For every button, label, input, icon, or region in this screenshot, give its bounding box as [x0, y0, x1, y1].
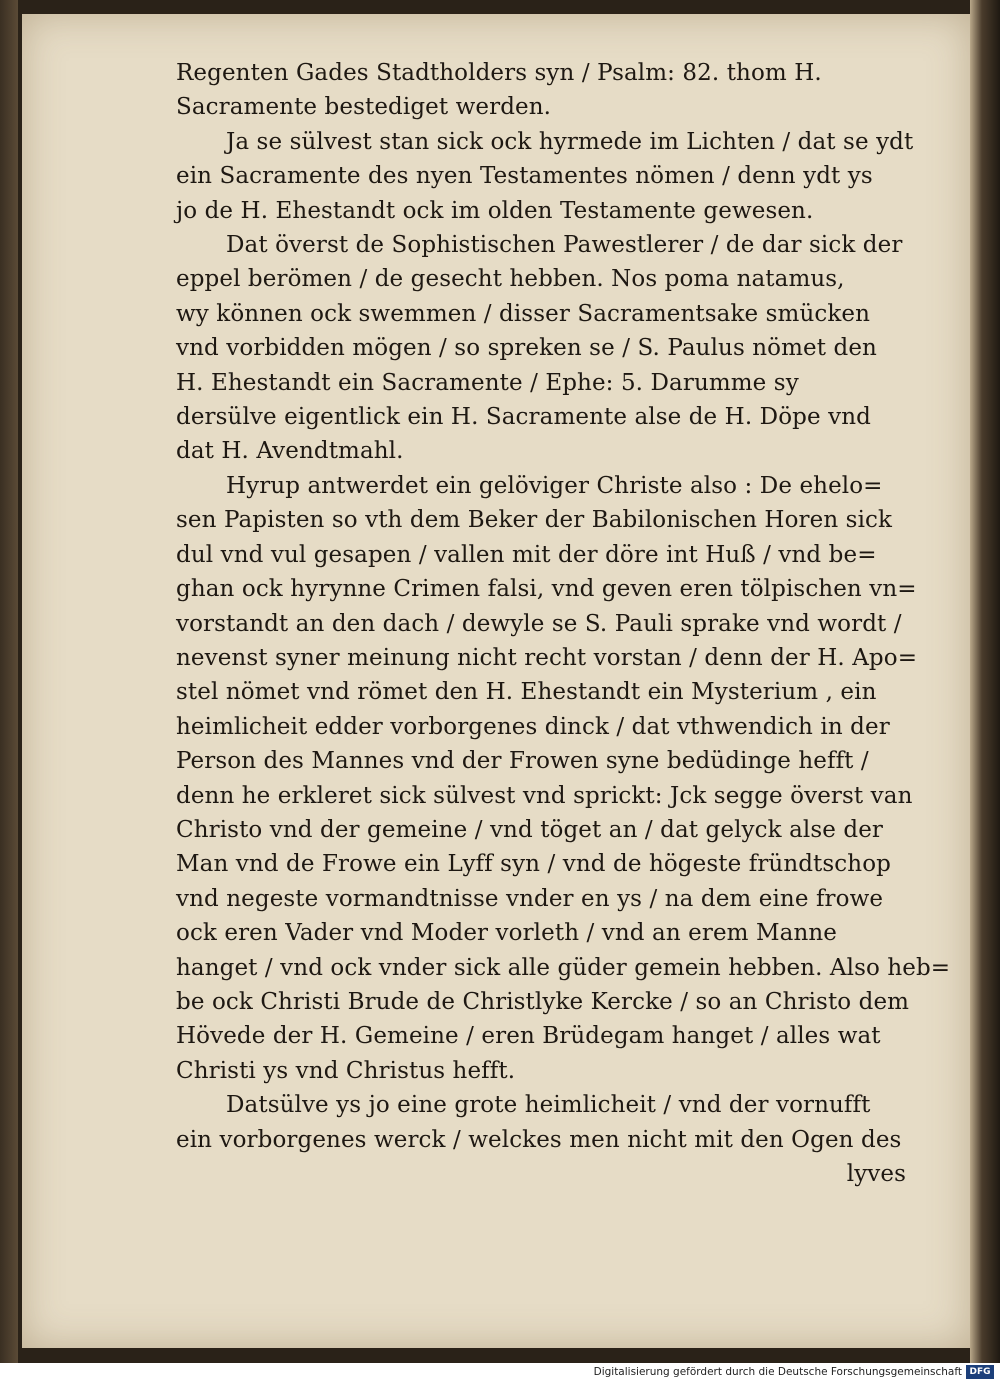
text-line: Sacramente bestediget werden. — [176, 94, 552, 121]
text-line: heimlicheit edder vorborgenes dinck / dat vthwendich in der — [176, 713, 890, 740]
text-line: ock eren Vader vnd Moder vorleth / vnd an erem Manne — [176, 920, 837, 947]
text-line: H. Ehestandt ein Sacramente / Ephe: 5. Darumme sy — [176, 369, 799, 396]
text-line: hanget / vnd ock vnder sick alle güder gemein hebben. Also heb= — [176, 954, 951, 981]
text-line: eppel berömen / de gesecht hebben. Nos poma natamus, — [176, 266, 845, 293]
text-line: vorstandt an den dach / dewyle se S. Pauli sprake vnd wordt / — [176, 610, 902, 637]
text-line: Christi ys vnd Christus hefft. — [176, 1057, 516, 1084]
text-line: nevenst syner meinung nicht recht vorstan / denn der H. Apo= — [176, 644, 918, 671]
text-line: denn he erkleret sick sülvest vnd sprickt: Jck segge överst van — [176, 782, 913, 809]
text-line: Man vnd de Frowe ein Lyff syn / vnd de högeste fründtschop — [176, 851, 891, 878]
book-edge-left — [0, 0, 18, 1363]
text-line: vnd vorbidden mögen / so spreken se / S. Paulus nömet den — [176, 335, 877, 362]
footer-bar — [0, 1363, 1000, 1382]
text-line: Hövede der H. Gemeine / eren Brüdegam hanget / alles wat — [176, 1023, 881, 1050]
dfg-logo: DFG — [966, 1365, 994, 1379]
text-line: Christo vnd der gemeine / vnd töget an / dat gelyck alse der — [176, 816, 883, 843]
text-line: dul vnd vul gesapen / vallen mit der döre int Huß / vnd be= — [176, 541, 877, 568]
text-line: vnd negeste vormandtnisse vnder en ys / na dem eine frowe — [176, 885, 884, 912]
text-line: Datsülve ys jo eine grote heimlicheit / vnd der vornufft — [226, 1092, 871, 1119]
page-text — [176, 56, 951, 1191]
text-line: wy können ock swemmen / disser Sacramentsake smücken — [176, 300, 871, 327]
text-line: Dat överst de Sophistischen Pawestlerer / de dar sick der — [226, 232, 903, 259]
text-line: sen Papisten so vth dem Beker der Babilonischen Horen sick — [176, 507, 893, 534]
text-line: ein vorborgenes werck / welckes men nicht mit den Ogen des — [176, 1126, 902, 1153]
text-line: be ock Christi Brude de Christlyke Kercke / so an Christo dem — [176, 988, 910, 1015]
text-line: jo de H. Ehestandt ock im olden Testamente gewesen. — [176, 197, 814, 224]
funding-credit: Digitalisierung gefördert durch die Deutsche Forschungsgemeinschaft — [593, 1366, 962, 1378]
catchword: lyves — [846, 1161, 906, 1187]
text-line: Hyrup antwerdet ein gelöviger Christe also : De ehelo= — [226, 472, 883, 499]
book-edge-right — [970, 0, 1000, 1363]
text-line: stel nömet vnd römet den H. Ehestandt ein Mysterium , ein — [176, 679, 877, 706]
text-line: ein Sacramente des nyen Testamentes nömen / denn ydt ys — [176, 163, 873, 190]
text-line: Regenten Gades Stadtholders syn / Psalm: 82. thom H. — [176, 60, 822, 86]
text-line: ghan ock hyrynne Crimen falsi, vnd geven eren tölpischen vn= — [176, 576, 917, 603]
text-line: dat H. Avendtmahl. — [176, 438, 404, 465]
text-line: Person des Mannes vnd der Frowen syne bedüdinge hefft / — [176, 748, 869, 775]
text-line: dersülve eigentlick ein H. Sacramente alse de H. Döpe vnd — [176, 404, 871, 431]
text-line: Ja se sülvest stan sick ock hyrmede im Lichten / dat se ydt — [226, 128, 914, 155]
